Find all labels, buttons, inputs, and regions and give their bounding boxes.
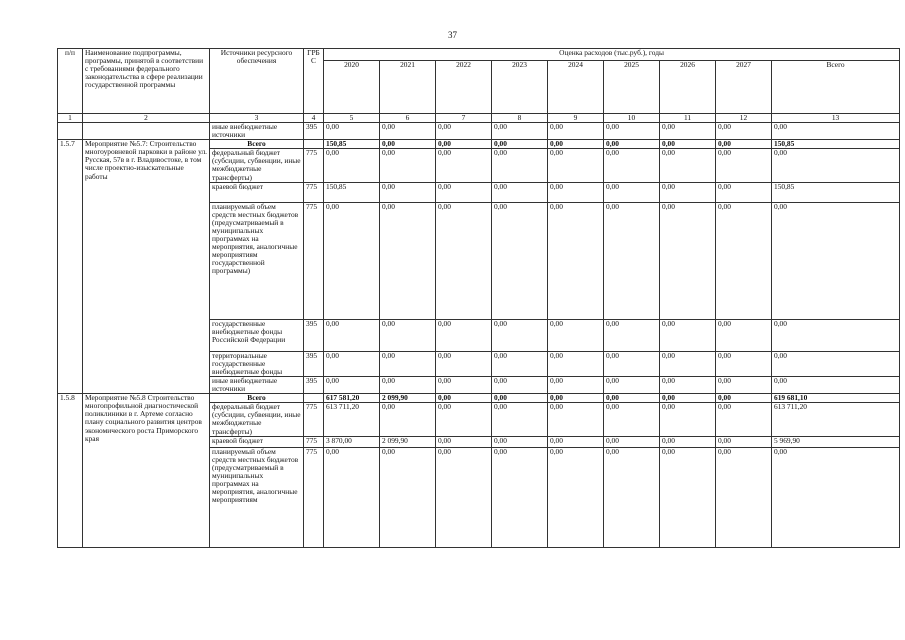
amount-value: 0,00 bbox=[324, 149, 380, 182]
amount-value: 0,00 bbox=[436, 436, 492, 447]
total-value: 0,00 bbox=[716, 394, 772, 403]
amount-value: 0,00 bbox=[436, 149, 492, 182]
total-row bbox=[58, 394, 900, 403]
amount-value: 0,00 bbox=[604, 149, 660, 182]
amount-value: 0,00 bbox=[380, 351, 436, 376]
measure-name: Мероприятие №5.7: Строительство многоуровневой парковки в районе ул. Русская, 57в в г. Владивостоке, в том числе проектно-изыскательные работы bbox=[83, 140, 210, 394]
amount-value: 0,00 bbox=[436, 123, 492, 140]
funding-source: федеральный бюджет (субсидии, субвенции, иные межбюджетные трансферты) bbox=[210, 149, 304, 182]
header-name: Наименование подпрограммы, программы, принятой в соответствии с требованиями федерального законодательства в сфере реализации государственной программы bbox=[83, 49, 210, 114]
total-value: 0,00 bbox=[380, 140, 436, 149]
year-header: 2021 bbox=[380, 61, 436, 114]
amount-value: 0,00 bbox=[772, 123, 900, 140]
amount-value: 0,00 bbox=[716, 319, 772, 351]
amount-value: 0,00 bbox=[492, 202, 548, 319]
amount-value: 0,00 bbox=[548, 447, 604, 547]
amount-value: 0,00 bbox=[604, 351, 660, 376]
year-header: 2022 bbox=[436, 61, 492, 114]
column-number: 1 bbox=[58, 114, 83, 123]
amount-value: 0,00 bbox=[436, 403, 492, 436]
header-estimate: Оценка расходов (тыс.руб.), годы bbox=[324, 49, 900, 61]
amount-value: 0,00 bbox=[772, 376, 900, 393]
measure-number bbox=[58, 123, 83, 140]
amount-value: 0,00 bbox=[492, 403, 548, 436]
amount-value: 0,00 bbox=[716, 123, 772, 140]
total-label: Всего bbox=[210, 394, 304, 403]
amount-value: 0,00 bbox=[604, 202, 660, 319]
column-number: 10 bbox=[604, 114, 660, 123]
amount-value: 0,00 bbox=[436, 182, 492, 202]
amount-value: 150,85 bbox=[772, 182, 900, 202]
grbs-code: 775 bbox=[304, 182, 324, 202]
amount-value: 0,00 bbox=[660, 202, 716, 319]
amount-value: 0,00 bbox=[772, 149, 900, 182]
total-value: 0,00 bbox=[604, 140, 660, 149]
amount-value: 0,00 bbox=[548, 403, 604, 436]
grbs-code: 775 bbox=[304, 149, 324, 182]
total-value: 2 099,90 bbox=[380, 394, 436, 403]
amount-value: 0,00 bbox=[660, 447, 716, 547]
amount-value: 0,00 bbox=[716, 351, 772, 376]
grbs-code: 395 bbox=[304, 351, 324, 376]
amount-value: 0,00 bbox=[604, 123, 660, 140]
amount-value: 0,00 bbox=[436, 376, 492, 393]
amount-value: 0,00 bbox=[716, 202, 772, 319]
amount-value: 0,00 bbox=[492, 123, 548, 140]
total-value: 0,00 bbox=[604, 394, 660, 403]
funding-source: краевой бюджет bbox=[210, 182, 304, 202]
year-header: 2020 bbox=[324, 61, 380, 114]
total-value: 150,85 bbox=[324, 140, 380, 149]
funding-source: государственные внебюджетные фонды Российской Федерации bbox=[210, 319, 304, 351]
amount-value: 0,00 bbox=[660, 436, 716, 447]
amount-value: 0,00 bbox=[436, 319, 492, 351]
amount-value: 0,00 bbox=[380, 376, 436, 393]
amount-value: 0,00 bbox=[492, 447, 548, 547]
amount-value: 150,85 bbox=[324, 182, 380, 202]
total-value: 0,00 bbox=[436, 140, 492, 149]
column-number: 4 bbox=[304, 114, 324, 123]
total-value: 0,00 bbox=[660, 140, 716, 149]
grbs-code: 395 bbox=[304, 319, 324, 351]
header-source: Источники ресурсного обеспечения bbox=[210, 49, 304, 114]
year-header: 2024 bbox=[548, 61, 604, 114]
funding-source: планируемый объем средств местных бюджетов (предусматриваемый в муниципальных программах на мероприятия, аналогичные мероприятиям государственной программы) bbox=[210, 202, 304, 319]
column-number: 6 bbox=[380, 114, 436, 123]
amount-value: 613 711,20 bbox=[324, 403, 380, 436]
header-number: п/п bbox=[58, 49, 83, 114]
total-value: 0,00 bbox=[492, 394, 548, 403]
amount-value: 0,00 bbox=[716, 149, 772, 182]
amount-value: 0,00 bbox=[380, 202, 436, 319]
amount-value: 0,00 bbox=[324, 376, 380, 393]
funding-source: иные внебюджетные источники bbox=[210, 123, 304, 140]
amount-value: 3 870,00 bbox=[324, 436, 380, 447]
amount-value: 0,00 bbox=[772, 202, 900, 319]
amount-value: 0,00 bbox=[604, 319, 660, 351]
measure-name: Мероприятие №5.8 Строительство многопрофильной диагностической поликлиники в г. Артеме согласно плану социального развития центров экономического роста Приморского края bbox=[83, 394, 210, 547]
funding-source: планируемый объем средств местных бюджетов (предусматриваемый в муниципальных программах на мероприятия, аналогичные мероприятиям bbox=[210, 447, 304, 547]
amount-value: 0,00 bbox=[660, 319, 716, 351]
amount-value: 0,00 bbox=[772, 351, 900, 376]
funding-source: краевой бюджет bbox=[210, 436, 304, 447]
total-value: 0,00 bbox=[436, 394, 492, 403]
total-value: 0,00 bbox=[548, 394, 604, 403]
amount-value: 0,00 bbox=[324, 123, 380, 140]
amount-value: 0,00 bbox=[548, 149, 604, 182]
amount-value: 0,00 bbox=[604, 403, 660, 436]
amount-value: 0,00 bbox=[660, 123, 716, 140]
total-value: 617 581,20 bbox=[324, 394, 380, 403]
amount-value: 0,00 bbox=[324, 447, 380, 547]
total-value: 150,85 bbox=[772, 140, 900, 149]
measure-name bbox=[83, 123, 210, 140]
amount-value: 0,00 bbox=[548, 182, 604, 202]
amount-value: 0,00 bbox=[660, 182, 716, 202]
amount-value: 5 969,90 bbox=[772, 436, 900, 447]
year-header: 2026 bbox=[660, 61, 716, 114]
amount-value: 0,00 bbox=[716, 403, 772, 436]
amount-value: 0,00 bbox=[716, 447, 772, 547]
amount-value: 0,00 bbox=[380, 319, 436, 351]
year-header: Всего bbox=[772, 61, 900, 114]
amount-value: 2 099,90 bbox=[380, 436, 436, 447]
amount-value: 0,00 bbox=[604, 447, 660, 547]
amount-value: 0,00 bbox=[716, 182, 772, 202]
header-grbs: ГРБС bbox=[304, 49, 324, 114]
total-value: 0,00 bbox=[660, 394, 716, 403]
grbs-cell bbox=[304, 140, 324, 149]
total-row bbox=[58, 140, 900, 149]
amount-value: 0,00 bbox=[436, 447, 492, 547]
amount-value: 0,00 bbox=[772, 319, 900, 351]
column-number: 13 bbox=[772, 114, 900, 123]
column-number: 9 bbox=[548, 114, 604, 123]
amount-value: 0,00 bbox=[604, 436, 660, 447]
funding-row bbox=[58, 123, 900, 140]
amount-value: 0,00 bbox=[380, 123, 436, 140]
amount-value: 0,00 bbox=[716, 436, 772, 447]
grbs-code: 775 bbox=[304, 403, 324, 436]
column-number: 12 bbox=[716, 114, 772, 123]
amount-value: 0,00 bbox=[436, 351, 492, 376]
grbs-code: 395 bbox=[304, 376, 324, 393]
expenditure-table bbox=[57, 48, 900, 548]
year-header: 2025 bbox=[604, 61, 660, 114]
amount-value: 0,00 bbox=[548, 123, 604, 140]
amount-value: 0,00 bbox=[492, 319, 548, 351]
total-value: 0,00 bbox=[548, 140, 604, 149]
grbs-code: 395 bbox=[304, 123, 324, 140]
amount-value: 0,00 bbox=[548, 436, 604, 447]
column-number: 11 bbox=[660, 114, 716, 123]
amount-value: 0,00 bbox=[772, 447, 900, 547]
amount-value: 0,00 bbox=[604, 376, 660, 393]
amount-value: 0,00 bbox=[492, 149, 548, 182]
amount-value: 0,00 bbox=[548, 202, 604, 319]
column-number: 2 bbox=[83, 114, 210, 123]
measure-number: 1.5.7 bbox=[58, 140, 83, 394]
total-label: Всего bbox=[210, 140, 304, 149]
amount-value: 0,00 bbox=[548, 376, 604, 393]
column-number: 8 bbox=[492, 114, 548, 123]
amount-value: 0,00 bbox=[660, 351, 716, 376]
year-header: 2027 bbox=[716, 61, 772, 114]
column-number: 3 bbox=[210, 114, 304, 123]
amount-value: 0,00 bbox=[604, 182, 660, 202]
column-number: 7 bbox=[436, 114, 492, 123]
amount-value: 0,00 bbox=[324, 202, 380, 319]
grbs-code: 775 bbox=[304, 447, 324, 547]
amount-value: 0,00 bbox=[324, 319, 380, 351]
amount-value: 0,00 bbox=[436, 202, 492, 319]
amount-value: 0,00 bbox=[660, 376, 716, 393]
year-header: 2023 bbox=[492, 61, 548, 114]
funding-source: федеральный бюджет (субсидии, субвенции, иные межбюджетные трансферты) bbox=[210, 403, 304, 436]
funding-source: территориальные государственные внебюджетные фонды bbox=[210, 351, 304, 376]
page-number: 37 bbox=[448, 30, 457, 40]
amount-value: 0,00 bbox=[380, 182, 436, 202]
amount-value: 0,00 bbox=[324, 351, 380, 376]
amount-value: 0,00 bbox=[492, 351, 548, 376]
amount-value: 0,00 bbox=[380, 447, 436, 547]
amount-value: 0,00 bbox=[492, 436, 548, 447]
total-value: 0,00 bbox=[716, 140, 772, 149]
total-value: 0,00 bbox=[492, 140, 548, 149]
amount-value: 0,00 bbox=[716, 376, 772, 393]
column-number: 5 bbox=[324, 114, 380, 123]
amount-value: 0,00 bbox=[492, 182, 548, 202]
amount-value: 0,00 bbox=[660, 403, 716, 436]
amount-value: 0,00 bbox=[380, 149, 436, 182]
funding-source: иные внебюджетные источники bbox=[210, 376, 304, 393]
measure-number: 1.5.8 bbox=[58, 394, 83, 547]
total-value: 619 681,10 bbox=[772, 394, 900, 403]
amount-value: 0,00 bbox=[492, 376, 548, 393]
amount-value: 0,00 bbox=[380, 403, 436, 436]
grbs-cell bbox=[304, 394, 324, 403]
amount-value: 0,00 bbox=[660, 149, 716, 182]
grbs-code: 775 bbox=[304, 202, 324, 319]
grbs-code: 775 bbox=[304, 436, 324, 447]
amount-value: 0,00 bbox=[548, 319, 604, 351]
amount-value: 0,00 bbox=[548, 351, 604, 376]
amount-value: 613 711,20 bbox=[772, 403, 900, 436]
